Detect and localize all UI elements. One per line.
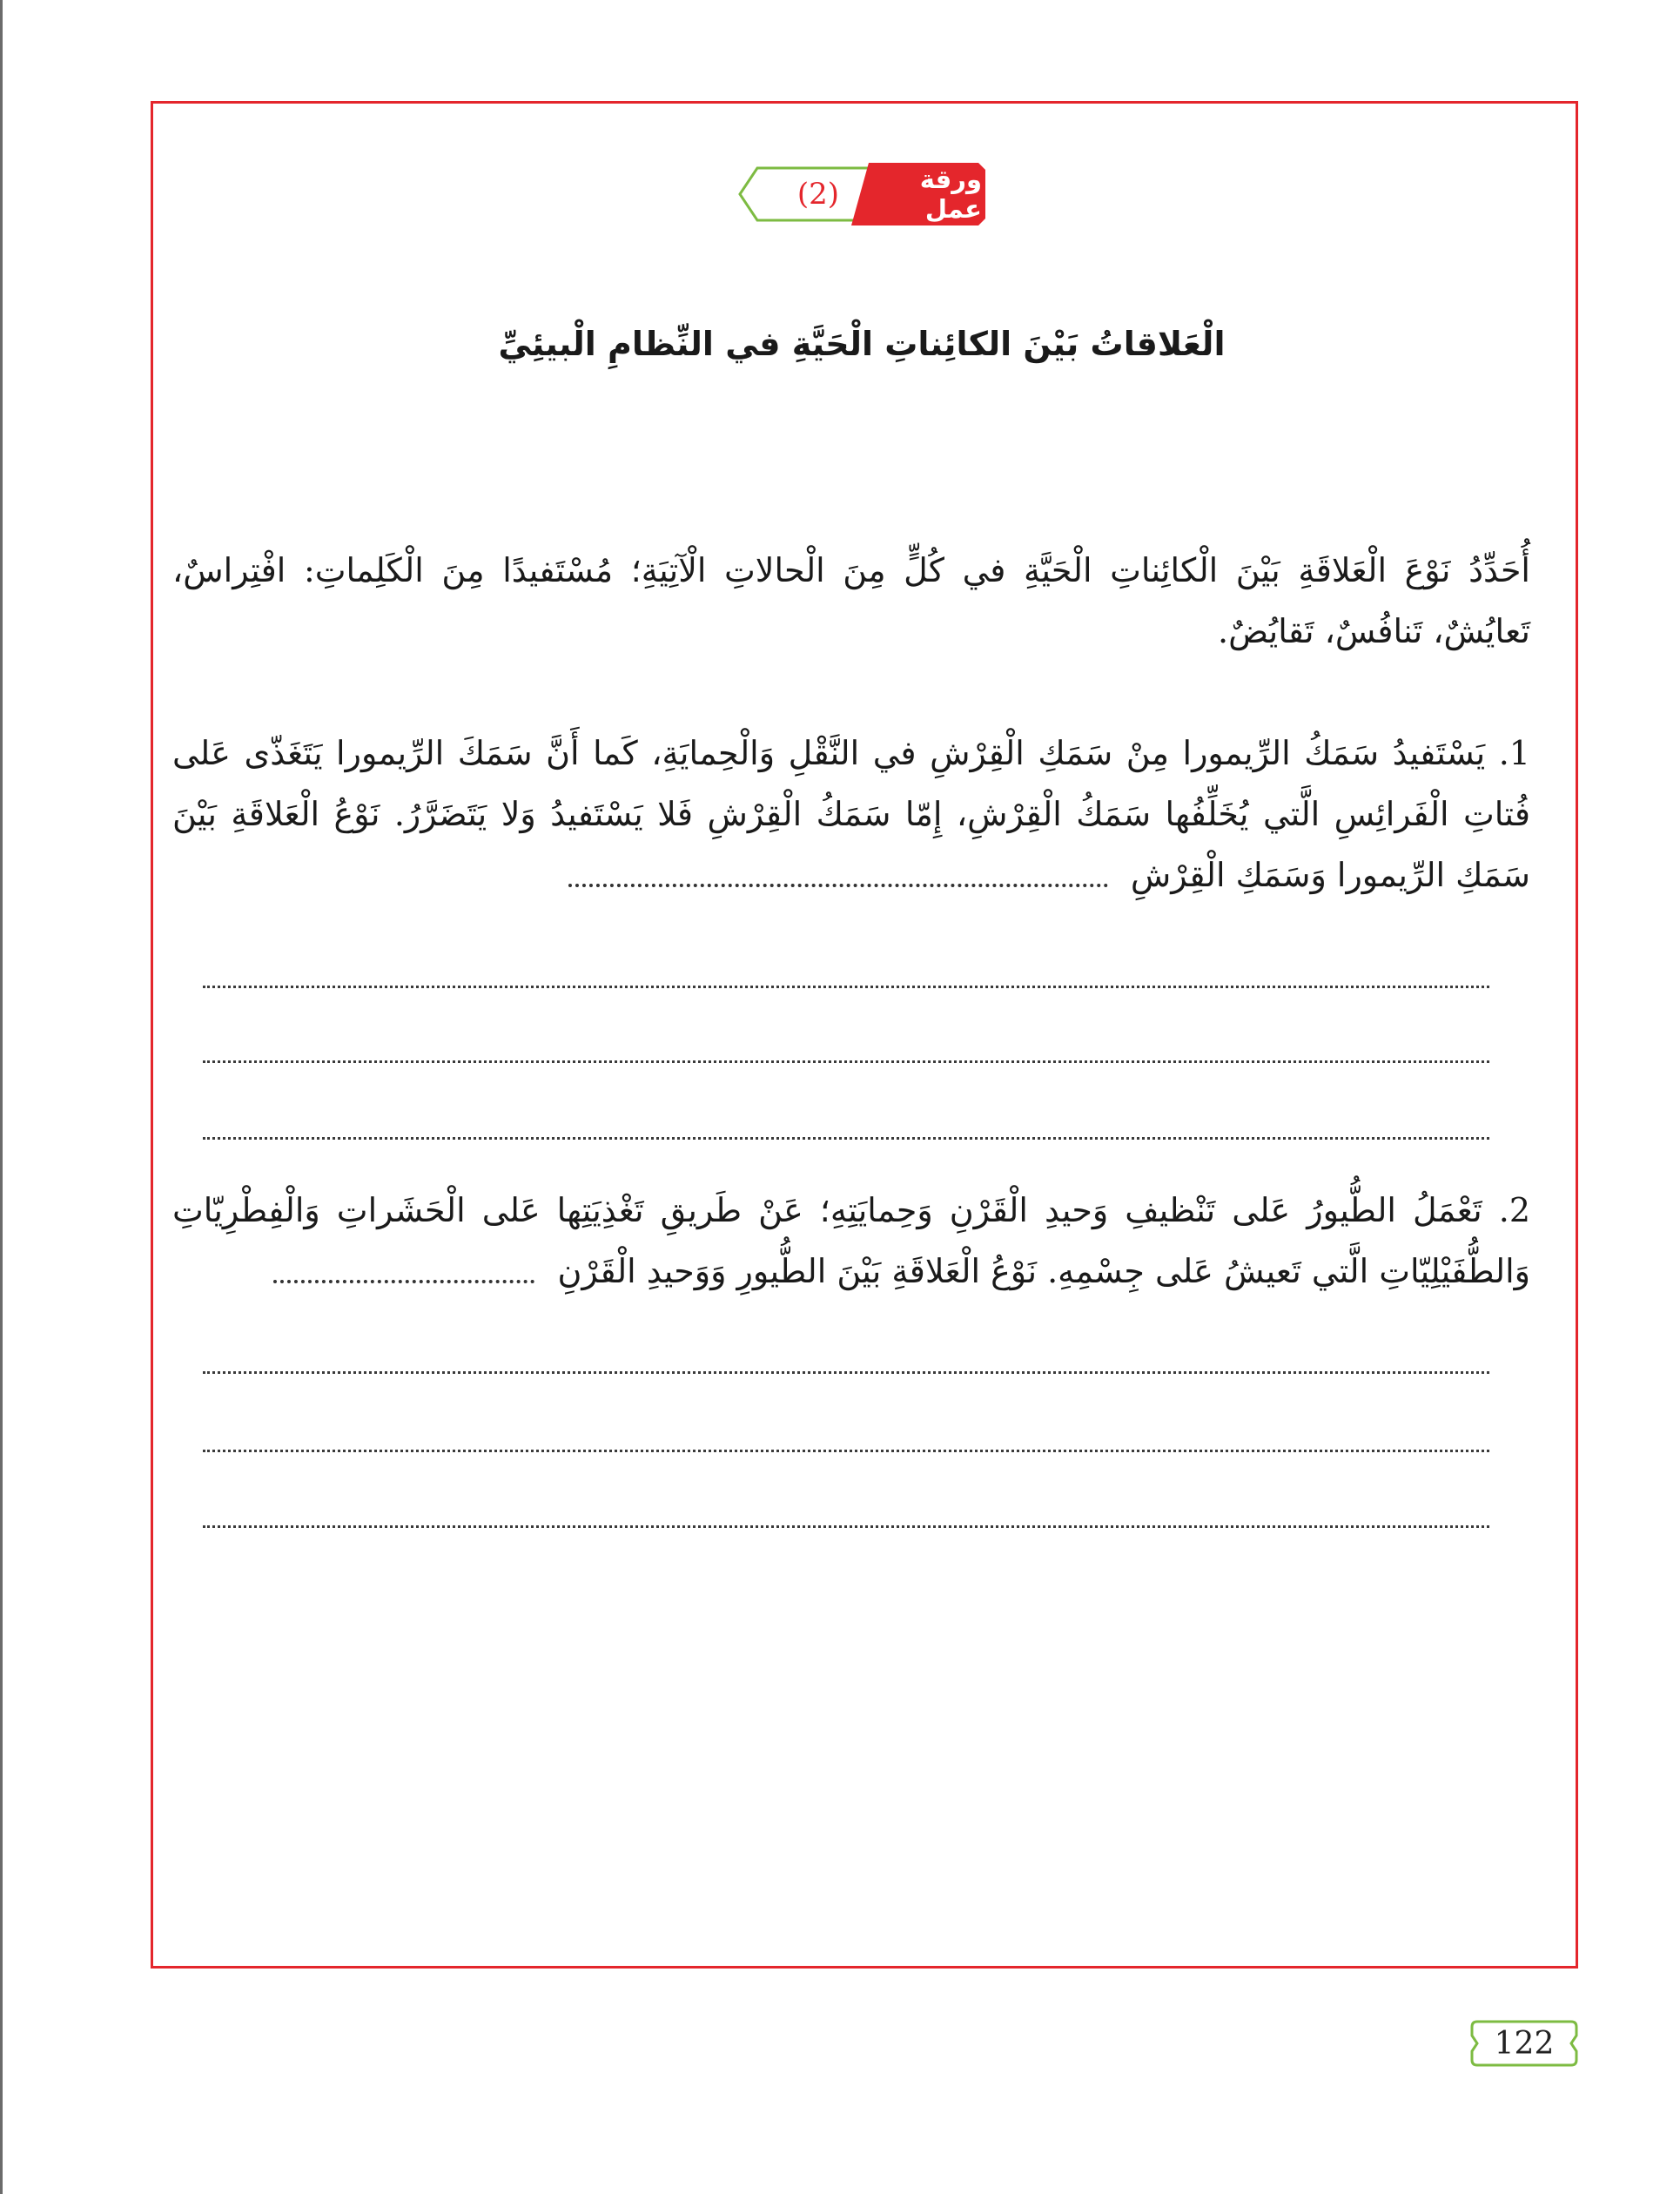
question-1-answer-line[interactable] [203,1137,1489,1140]
question-2-answer-line[interactable] [203,1450,1489,1452]
question-1-answer-line[interactable] [203,986,1489,988]
badge-label: ورقة عمل [919,165,982,224]
worksheet-badge [738,163,986,225]
question-2-answer-line[interactable] [203,1525,1489,1528]
page-frame [151,101,1578,1969]
page-number: 122 [1494,2025,1555,2062]
instructions-paragraph: أُحَدِّدُ نَوْعَ الْعَلاقَةِ بَيْنَ الْكائِناتِ الْحَيَّةِ في كُلٍّ مِنَ الْحالاتِ الْآتِيَةِ؛ مُسْتَفيدًا مِنَ الْكَلِماتِ: افْتِراسٌ، تَعايُشٌ، تَنافُسٌ، تَقايُضٌ. [172,551,1530,650]
question-2 [172,1180,1530,1302]
question-1 [172,723,1530,905]
question-2-answer-line[interactable] [203,1371,1489,1374]
page-title: الْعَلاقاتُ بَيْنَ الكائِناتِ الْحَيَّةِ في النِّظامِ الْبيئِيِّ [498,325,1226,363]
question-2-text: تَعْمَلُ الطُّيورُ عَلى تَنْظيفِ وَحيدِ الْقَرْنِ وَحِمايَتِهِ؛ عَنْ طَريقِ تَغْذِيَتِها عَلى الْحَشَراتِ وَالْفِطْرِيّاتِ وَالطُّفَيْلِيّاتِ الَّتي تَعيشُ عَلى جِسْمِهِ. نَوْعُ الْعَلاقَةِ بَيْنَ الطُّيورِ وَوَحيدِ الْقَرْنِ [172,1191,1530,1290]
page-number-box [1468,2018,1580,2069]
question-1-number: 1. [1498,734,1530,772]
page-edge-line [0,0,3,2194]
question-1-text: يَسْتَفيدُ سَمَكُ الرِّيمورا مِنْ سَمَكِ الْقِرْشِ في النَّقْلِ وَالْحِمايَةِ، كَما أَنَّ سَمَكَ الرِّيمورا يَتَغَذّى عَلى فُتاتِ الْفَرائِسِ الَّتي يُخَلِّفُها سَمَكُ الْقِرْشِ، إِمّا سَمَكُ الْقِرْشِ فَلا يَسْتَفيدُ وَلا يَتَضَرَّرُ. نَوْعُ الْعَلاقَةِ بَيْنَ سَمَكِ الرِّيمورا وَسَمَكِ الْقِرْشِ [172,734,1530,894]
question-1-answer-line[interactable] [203,1060,1489,1063]
question-2-number: 2. [1498,1191,1530,1229]
badge-number: (2) [796,177,840,212]
question-2-answer-blank[interactable] [273,1266,534,1283]
question-1-answer-blank[interactable] [568,870,1108,887]
